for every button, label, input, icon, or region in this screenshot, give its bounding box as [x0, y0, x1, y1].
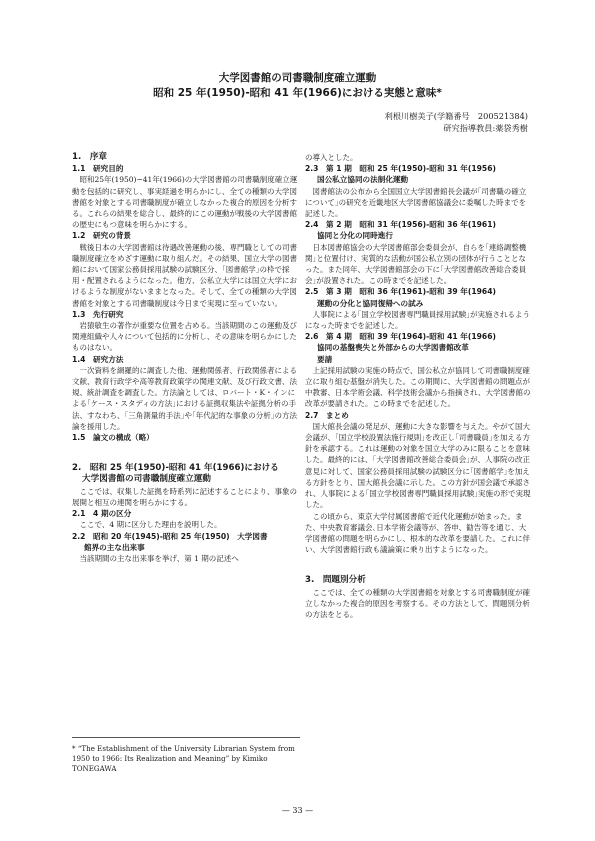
section-2-4-heading-line2: 協同と分化の同時進行: [317, 231, 393, 241]
section-2-1-text: ここで、4 期に区分した理由を説明した。: [79, 520, 222, 530]
section-1-1-text: 昭和25年(1950)−41年(1966)の大学図書館の司書職制度確立運動を包括的に研究し、事実経過を明らかにし、全ての種類の大学図書館を対象とする司書職制度が確立しなかった複合的原因を分析する。これらの結果を総合し、最終的にこの運動が戦後の大学図書館の歴史にもつ意味を明らかにする。: [72, 175, 298, 230]
section-2-heading: [72, 463, 300, 485]
section-2-7-text-1: 国大館長会議の発足が、運動に大きな影響を与えた。やがて国大会議が、｢国立学校設置法施行規則｣を改正し｢司書職員｣を加える方針を承認する。これは運動の対象を国立大学のみに限ることを意味した。最終的には、｢大学図書館改善総合委員会｣が、人事院の改正意見に対して、国家公務員採用試験の試験区分に｢図書館学｣を加える方針をとり、国大館長会議に示した。この方針が国会議で承認され、人事院による｢国立学校図書専門職員採用試験｣実施の形で実現した。: [305, 421, 531, 510]
section-1-3-heading: 1.3 先行研究: [72, 309, 124, 319]
section-2-6-heading-line2: 協同の基盤喪失と外部からの大学図書館改革: [317, 343, 469, 353]
footnote: * “The Establishment of the University Librarian System from 1950 to 1966: Its Realization and Meaning” by Kimiko TONEGAWA: [72, 744, 295, 774]
section-3-text: ここでは、全ての種類の大学図書館を対象とする司書職制度が確立しなかった複合的原因を考察する。その方法として、問題別分析の方法をとる。: [305, 587, 530, 619]
section-2-2-text: 当該期間の主な出来事を挙げ、第 1 期の記述へ: [79, 553, 239, 563]
advisor-name: 研究指導教員:薬袋秀樹: [443, 123, 528, 133]
section-2-heading-line1: 2. 昭和 25 年(1950)-昭和 41 年(1966)における: [72, 463, 279, 474]
section-2-4-heading-line1: 2.4 第 2 期 昭和 31 年(1956)-昭和 36 年(1961): [305, 220, 496, 230]
section-2-6-heading-line3: 要請: [317, 354, 333, 364]
section-1-heading: 1. 序章: [72, 152, 108, 162]
section-2-7-heading: 2.7 まとめ: [305, 410, 349, 420]
section-2-6-heading: [305, 331, 533, 365]
section-2-3-heading-line1: 2.3 第 1 期 昭和 25 年(1950)-昭和 31 年(1956): [305, 164, 496, 174]
section-1-3-text: 岩猿敏生の著作が重要な位置を占める。当該期間のこの運動及び関連組織や人々について包括的に分析し、その意味を明らかにしたものはない。: [72, 321, 297, 353]
section-1-4-text: 一次資料を網羅的に調査した他、運動関係者、行政関係者による文献、教育行政学や高等教育政策学の関連文献、及び行政文書、法規、統計調査を調査した。方法論としては、ロバート・K・インによる｢ケース・スタディの方法｣における証拠収集法や証拠分析の手法、すなわち、｢三角測量的手法｣や｢年代記的な事象の分析｣の方法論を援用した。: [72, 365, 297, 431]
section-2-heading-line2: 大学図書館の司書職制度確立運動: [82, 474, 211, 485]
section-2-6-text: 上記採用試験の実施の時点で、国公私立が協同して司書職制度確立に取り組む基盤が消失した。この期間に、大学図書館の問題点が中教審、日本学術会議、科学技術会議から指摘され、大学図書館の改革が要請された。この時までを記述した。: [305, 365, 531, 409]
left-column: [72, 152, 300, 564]
footnote-rule: [72, 737, 300, 738]
section-2-6-heading-line1: 2.6 第 4 期 昭和 39 年(1964)-昭和 41 年(1966): [305, 332, 496, 342]
section-2-7-text-2: この頃から、東京大学付属図書館で近代化運動が始まった。また、中央教育審議会､日本学術会議等が、答申、勧告等を通じ、大学図書館の問題を明らかにし、根本的な改革を要請した。これに伴い、大学図書館行政も議論策に乗り出すようになった。: [305, 511, 530, 555]
section-1-5-heading: 1.5 論文の構成（略）: [72, 433, 154, 443]
section-2-text: ここでは、収集した証拠を時系列に記述することにより、事象の展開と相互の連関を明らかにする。: [72, 486, 297, 507]
section-2-5-heading: [305, 286, 533, 308]
section-2-3-text: 図書館法の公布から全国国立大学図書館長会議が｢司書職の確立について｣の研究を近畿地区大学図書館協議会に委嘱した時までを記述した。: [305, 186, 527, 219]
section-1-4-heading: 1.4 研究方法: [72, 354, 124, 364]
section-2-4-text: 日本図書館協会の大学図書館部会委員会が、自らを｢連絡調整機関｣と位置付け、実質的な活動が国公私立別の団体が行うこととなった。また同年、大学図書館部会の下に｢大学図書館改善総合委員会｣が設置された。この時までを記述した。: [305, 242, 527, 286]
section-2-2-heading: [72, 531, 300, 553]
page-number: — 33 —: [281, 806, 314, 815]
section-2-1-heading: 2.1 4 期の区分: [72, 509, 132, 519]
section-2-2-heading-line1: 2.2 昭和 20 年(1945)-昭和 25 年(1950) 大学図書: [72, 531, 268, 541]
paper-title-line1: 大学図書館の司書職制度確立運動: [218, 72, 377, 84]
author-name: 利根川樹美子(学籍番号 200521384): [384, 111, 528, 121]
section-2-4-heading: [305, 219, 533, 241]
section-2-3-heading-line2: 国公私立協同の法制化運動: [317, 175, 409, 185]
section-2-2-heading-line2: 館界の主な出来事: [84, 542, 145, 552]
section-1-2-heading: 1.2 研究の背景: [72, 231, 132, 241]
section-2-5-heading-line1: 2.5 第 3 期 昭和 36 年(1961)-昭和 39 年(1964): [305, 287, 496, 297]
paper-title-line2: 昭和 25 年(1950)-昭和 41 年(1966)における実態と意味*: [153, 87, 442, 99]
section-1-1-heading: 1.1 研究目的: [72, 164, 124, 174]
section-2-5-heading-line2: 運動の分化と協同復帰への試み: [317, 298, 424, 308]
section-1-2-text: 戦後日本の大学図書館は待遇改善運動の後、専門職としての司書職制度確立をめざす運動に取り組んだ。その結果、国立大学の図書館において国家公務員採用試験の試験区分、｢図書館学｣の枠で採用・配置されるようになった。他方、公私立大学には国立大学におけるような制度がないままとなった。そして、全ての種類の大学図書館を対象とする司書職制度は今日まで実現に至っていない。: [72, 242, 297, 308]
author-block: [385, 110, 528, 134]
section-2-2-continued: の導入とした。: [305, 153, 358, 162]
section-2-5-text: 人事院による｢国立学校図書専門職員採用試験｣が実施されるようになった時までを記述した。: [305, 309, 530, 331]
section-2-3-heading: [305, 163, 533, 185]
right-column: [305, 152, 533, 620]
section-3-heading: 3. 問題別分析: [305, 575, 366, 586]
